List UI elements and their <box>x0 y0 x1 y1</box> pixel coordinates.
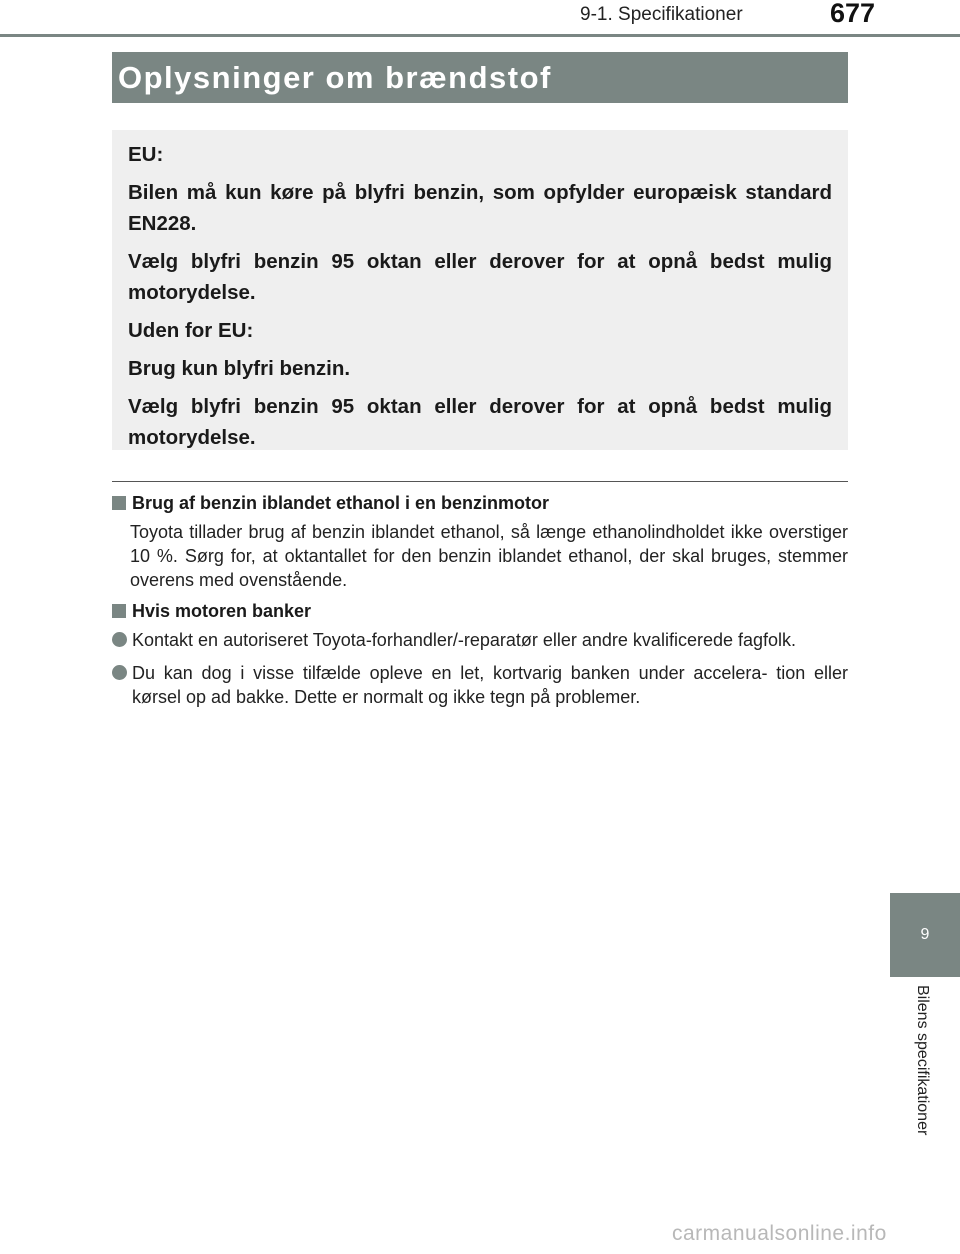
section-knocking <box>112 600 848 709</box>
section-ethanol <box>112 492 848 592</box>
list-item-text: Kontakt en autoriseret Toyota-forhandler/-reparatør eller andre kvalificerede fagfolk. <box>132 630 797 650</box>
chapter-label: Bilens specifikationer <box>914 985 931 1136</box>
chapter-tab <box>890 893 960 977</box>
info-line-eu-standard: Bilen må kun køre på blyfri benzin, som opfylder europæisk standard EN228. <box>128 181 832 235</box>
circle-bullet-icon <box>112 632 127 647</box>
section-divider <box>112 481 848 482</box>
circle-bullet-icon <box>112 665 127 680</box>
header-rule <box>0 34 960 37</box>
section-body-text: Toyota tillader brug af benzin iblandet ethanol, så længe ethanolindholdet ikke overstiger 10 %. Sørg for, at oktantallet for den benzin iblandet ethanol, der skal bruges, stemmer overens med ovenstående. <box>130 522 848 590</box>
section-heading-text: Brug af benzin iblandet ethanol i en benzinmotor <box>132 493 550 513</box>
square-bullet-icon <box>112 604 126 618</box>
info-line-non-eu-unleaded: Brug kun blyfri benzin. <box>128 357 351 380</box>
list-item <box>112 661 848 709</box>
info-line-non-eu-heading: Uden for EU: <box>128 319 254 342</box>
section-heading <box>112 492 848 514</box>
section-heading <box>112 600 848 622</box>
section-heading-text: Hvis motoren banker <box>132 601 312 621</box>
header-section-title: 9-1. Specifikationer <box>580 4 743 25</box>
fuel-info-box <box>112 130 848 450</box>
watermark: carmanualsonline.info <box>672 1222 887 1245</box>
list-item-text: Du kan dog i visse tilfælde opleve en let, kortvarig banken under accelera- tion eller kørsel op ad bakke. Dette er normalt og ikke tegn på problemer. <box>132 663 848 707</box>
info-line-eu-octane: Vælg blyfri benzin 95 oktan eller derover for at opnå bedst mulig motorydelse. <box>128 250 832 304</box>
info-line-eu-heading: EU: <box>128 143 164 166</box>
page-number: 677 <box>830 0 876 28</box>
info-line-non-eu-octane: Vælg blyfri benzin 95 oktan eller derover for at opnå bedst mulig motorydelse. <box>128 395 832 449</box>
list-item <box>112 628 848 652</box>
square-bullet-icon <box>112 496 126 510</box>
page-title: Oplysninger om brændstof <box>112 52 848 103</box>
chapter-number: 9 <box>920 926 930 943</box>
